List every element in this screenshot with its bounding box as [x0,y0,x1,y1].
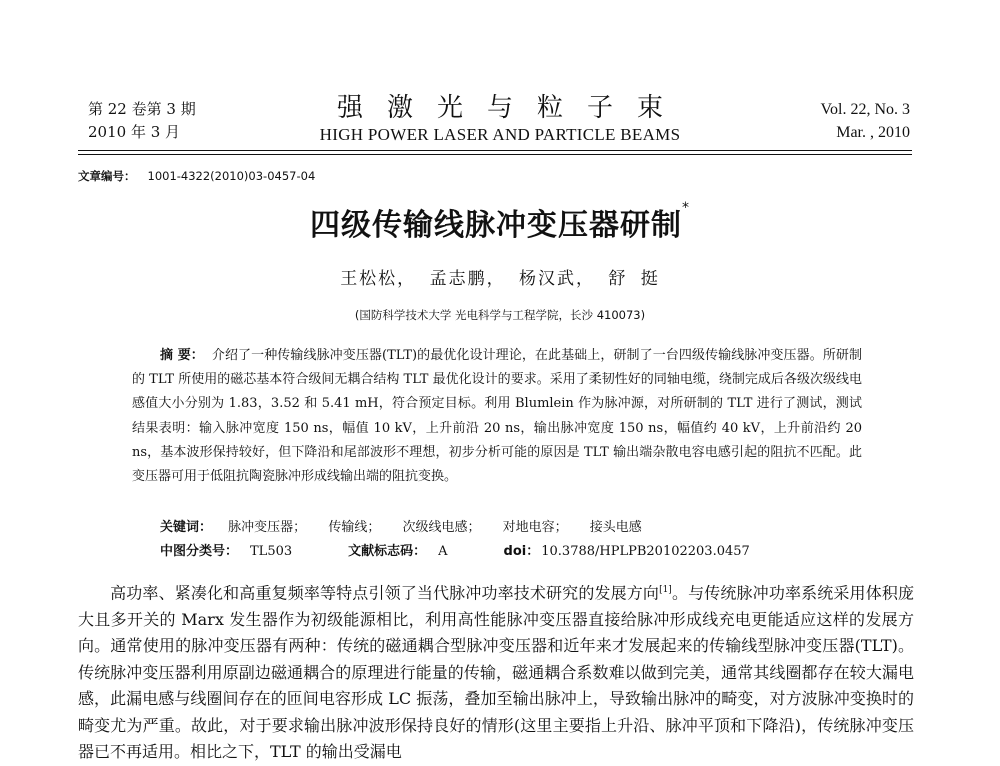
keywords-line [160,516,660,535]
header-rule-thick [78,150,912,151]
article-number [78,168,315,184]
abstract-text: 介绍了一种传输线脉冲变压器(TLT)的最优化设计理论，在此基础上，研制了一台四级传输线脉冲变压器。所研制的 TLT 所使用的磁芯基本符合级间无耦合结构 TLT 最优化设计的要求。采用了柔韧性好的同轴电缆，绕制完成后各级次级线电感值大小分别为 1.83，3.52 和 5.41 mH，符合预定目标。利用 Blumlein 作为脉冲源，对所研制的 TLT 进行了测试，测试结果表明：输入脉冲宽度 150 ns，幅值 10 kV，上升前沿 20 ns，输出脉冲宽度 150 ns，幅值约 40 kV，上升前沿约 20 ns，基本波形保持较好，但下降沿和尾部波形不理想，初步分析可能的原因是 TLT 输出端杂散电容电感引起的阻抗不匹配。此变压器可用于低阻抗陶瓷脉冲形成线输出端的阻抗变换。 [132,348,862,485]
doc-code-value: A [438,544,448,559]
keyword-item: 脉冲变压器； [228,520,307,535]
date-en: Mar. , 2010 [836,124,910,141]
journal-name-en: HIGH POWER LASER AND PARTICLE BEAMS [319,125,681,144]
body-text-part1: 高功率、紧凑化和高重复频率等特点引领了当代脉冲功率技术研究的发展方向 [110,583,660,603]
article-number-value: 1001-4322(2010)03-0457-04 [147,169,316,183]
volume-issue-cn: 第 22 卷第 3 期 [88,100,196,118]
paper-title-text: 四级传输线脉冲变压器研制 [310,208,682,243]
author-list: 王松松， 孟志鹏， 杨汉武， 舒 挺 [340,269,660,289]
abstract [132,344,862,489]
header-center [250,92,750,146]
doc-code-label: 文献标志码： [348,544,427,559]
journal-name-cn: 强激光与粒子束 [336,93,687,123]
header-rule-thin [78,154,912,155]
volume-issue-en: Vol. 22, No. 3 [820,101,910,118]
keywords-label: 关键词： [160,520,213,535]
keyword-item: 对地电容； [502,520,568,535]
keyword-item: 次级线电感； [402,520,481,535]
doi-value: 10.3788/HPLPB20102203.0457 [541,544,750,559]
affiliation: (国防科学技术大学 光电科学与工程学院，长沙 410073) [354,308,646,322]
header-left [88,98,196,144]
doi-label: doi： [503,544,540,559]
paper-title [0,200,1000,244]
clc-label: 中图分类号： [160,544,239,559]
keyword-item: 传输线； [328,520,381,535]
abstract-label: 摘 要： [160,348,204,363]
article-number-label: 文章编号： [78,169,136,183]
clc-value: TL503 [250,544,293,559]
classification-line [160,540,750,559]
citation-ref[interactable]: [1] [659,585,672,595]
date-cn: 2010 年 3 月 [88,123,181,141]
body-paragraph [78,577,914,766]
header-right [821,98,911,144]
keyword-item: 接头电感 [589,520,642,535]
title-footnote-mark: * [682,200,690,216]
body-text-part2: 。与传统脉冲功率系统采用体积庞大且多开关的 Marx 发生器作为初级能源相比，利用高性能脉冲变压器直接给脉冲形成线充电更能适应这样的发展方向。通常使用的脉冲变压器有两种：传统的磁通耦合型脉冲变压器和近年来才发展起来的传输线型脉冲变压器(TLT)。传统脉冲变压器利用原副边磁通耦合的原理进行能量的传输，磁通耦合系数难以做到完美，通常其线圈都存在较大漏电感，此漏电感与线圈间存在的匝间电容形成 LC 振荡，叠加至输出脉冲上，导致输出脉冲的畸变，对方波脉冲变换时的畸变尤为严重。故此，对于要求输出脉冲波形保持良好的情形(这里主要指上升沿、脉冲平顶和下降沿)，传统脉冲变压器已不再适用。相比之下，TLT 的输出受漏电 [78,583,914,762]
